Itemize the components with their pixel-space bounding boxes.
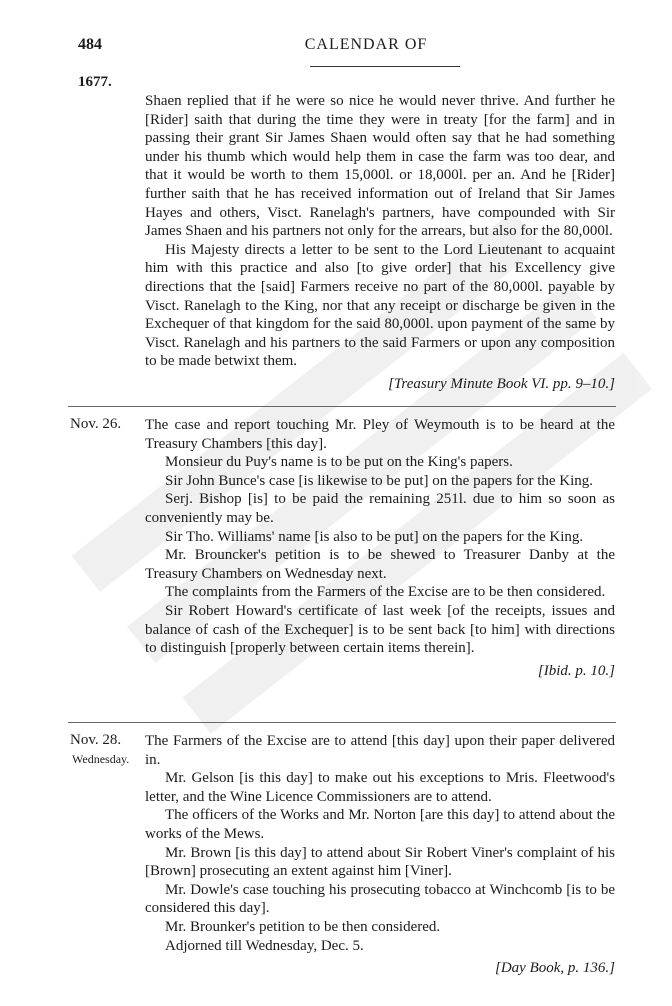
paragraph: Shaen replied that if he were so nice he would never thrive. And further he [Rider] saith that during the time they were in treaty [for the farm] and in passing their grant Sir James Shaen would often say that he had something under his thumb which would help them in case the farm was too dear, and that it would be worth to them 15,000l. or 18,000l. per an. And he [Rider] further saith that he has received information out of Ireland that Sir James Hayes and others, Visct. Ranelagh's partners, have compounded with Sir James Shaen and his partners not only for the arrears, but also for the 80,000l. [145, 93, 615, 240]
entry-date: Nov. 28. [70, 732, 122, 748]
paragraph: Mr. Brouncker's petition is to be shewed to Treasurer Danby at the Treasury Chambers on Wednesday next. [145, 547, 615, 582]
paragraph: His Majesty directs a letter to be sent to the Lord Lieutenant to acquaint him with this practice and also [to give order] that his Excellency give directions that the [said] Farmers receive no part of the 80,000l. payable by Visct. Ranelagh to the King, nor that any receipt or discharge be given in the Exchequer of that kingdom for the said 80,000l. upon payment of the same by Visct. Ranelagh and his partners to the said Farmers or upon any composition to be made betwixt them. [145, 241, 615, 370]
entry-block-1 [145, 92, 615, 394]
running-title: CALENDAR OF [304, 36, 428, 53]
paragraph: The complaints from the Farmers of the Excise are to be then considered. [165, 584, 606, 601]
citation: [Day Book, p. 136.] [495, 960, 615, 977]
paragraph: Monsieur du Puy's name is to be put on the King's papers. [165, 454, 513, 471]
paragraph: Adjorned till Wednesday, Dec. 5. [165, 937, 364, 954]
paragraph: Serj. Bishop [is] to be paid the remaining 251l. due to him so soon as conveniently may be. [145, 491, 615, 526]
entry-date: Nov. 26. [70, 416, 122, 432]
section-divider [68, 406, 616, 407]
entry-block-3 [145, 732, 615, 978]
citation: [Ibid. p. 10.] [537, 662, 615, 679]
section-divider [68, 722, 616, 723]
paragraph: Mr. Brounker's petition to be then considered. [165, 918, 441, 935]
page-number: 484 [78, 36, 102, 53]
year-marker: 1677. [78, 74, 112, 90]
paragraph: Sir Robert Howard's certificate of last week [of the receipts, issues and balance of cash of the Exchequer] is to be sent back [to him] with directions to distinguish [properly between certain items therein]. [145, 602, 615, 657]
paragraph: Mr. Dowle's case touching his prosecuting tobacco at Winchcomb [is to be considered this day]. [145, 881, 615, 917]
header-rule [310, 66, 460, 67]
entry-weekday: Wednesday. [72, 752, 130, 766]
paragraph: Sir John Bunce's case [is likewise to be put] on the papers for the King. [165, 472, 594, 489]
paragraph: Mr. Brown [is this day] to attend about Sir Robert Viner's complaint of his [Brown] prosecuting an extent against him [Viner]. [145, 844, 615, 880]
paragraph: The officers of the Works and Mr. Norton [are this day] to attend about the works of the Mews. [145, 807, 615, 842]
paragraph: The case and report touching Mr. Pley of Weymouth is to be heard at the Treasury Chambers [this day]. [145, 417, 615, 452]
paragraph: Mr. Gelson [is this day] to make out his exceptions to Mris. Fleetwood's letter, and the Wine Licence Commissioners are to attend. [145, 770, 615, 805]
entry-block-2 [145, 416, 615, 680]
paragraph: Sir Tho. Williams' name [is also to be put] on the papers for the King. [165, 528, 584, 545]
paragraph: The Farmers of the Excise are to attend [this day] upon their paper delivered in. [145, 733, 615, 768]
citation: [Treasury Minute Book VI. pp. 9–10.] [388, 375, 615, 392]
